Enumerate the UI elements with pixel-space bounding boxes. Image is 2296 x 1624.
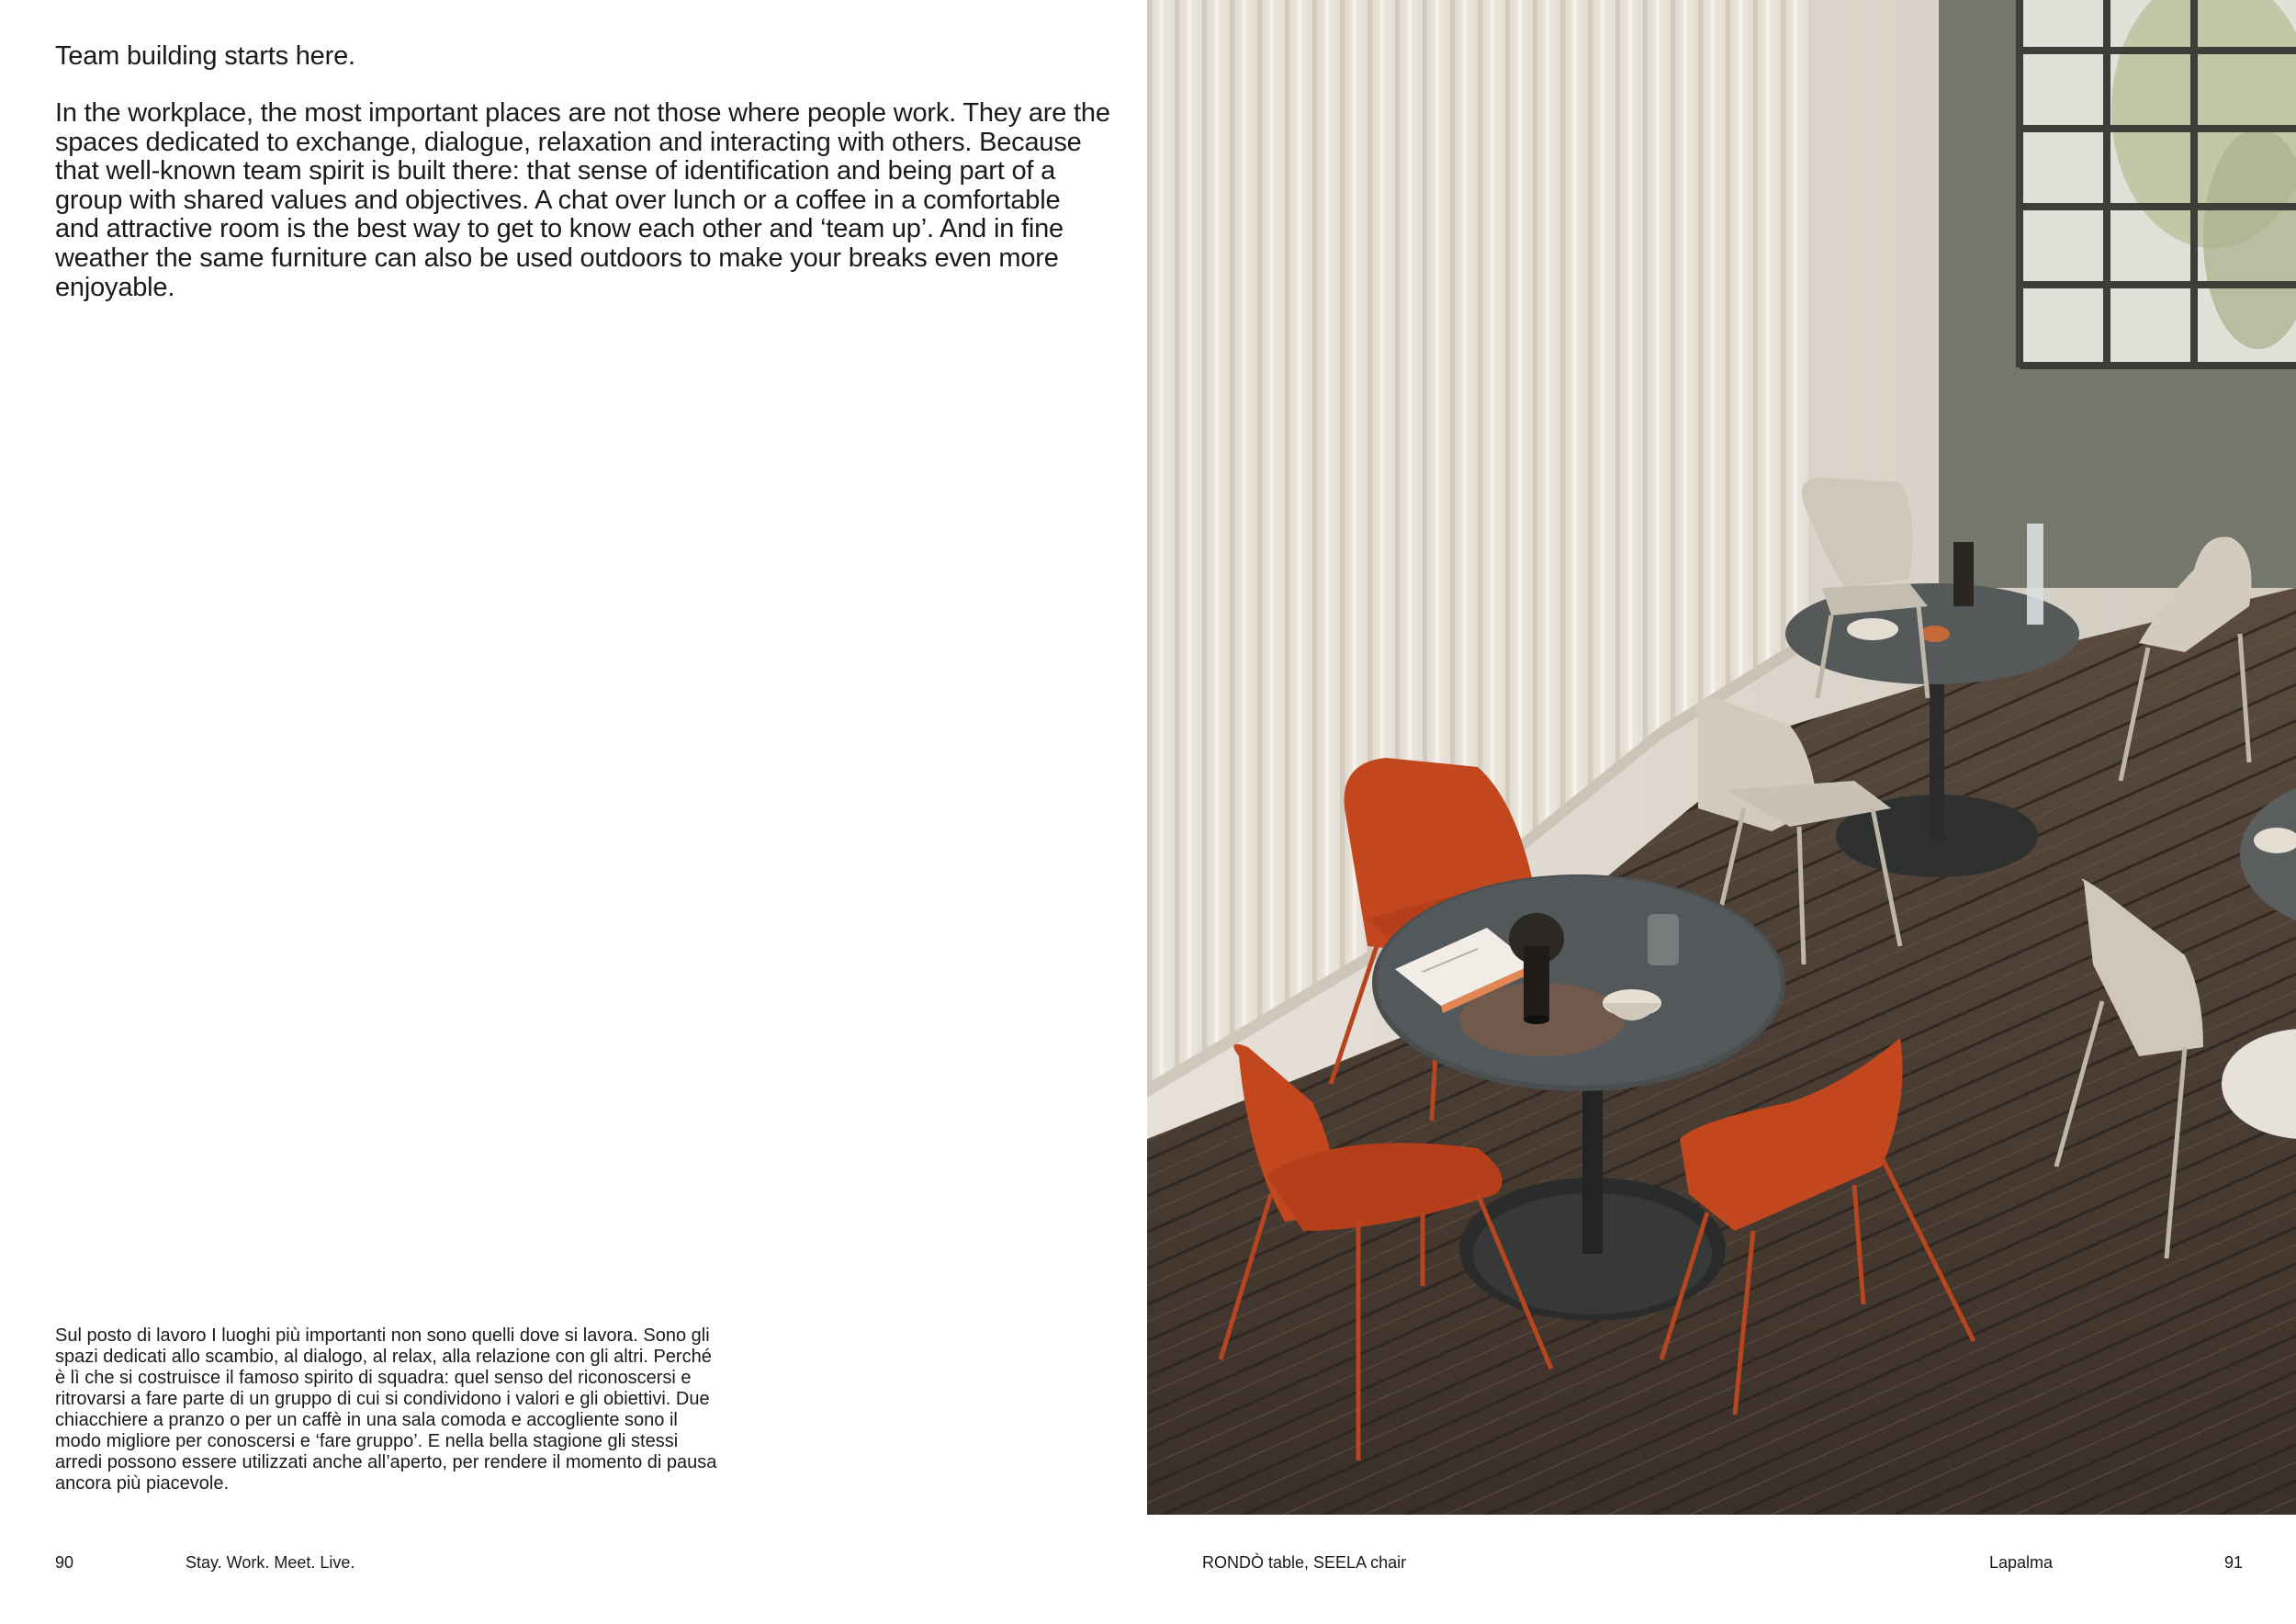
italian-paragraph: Sul posto di lavoro I luoghi più importanti non sono quelli dove si lavora. Sono gli spazi dedicati allo scambio, al dialogo, al relax, alla relazione con gli altri. Perché è lì che si costruisce il famoso spirito di squadra: quel senso del riconoscersi e ritrovarsi a fare parte di un gruppo di cui si condividono i valori e gli obiettivi. Due chiacchiere a pranzo o per un caffè in una sala comoda e accogliente sono il modo migliore per conoscersi e ‘fare gruppo’. E nella bella stagione gli stessi arredi possono essere utilizzati anche all’aperto, per rendere il momento di pausa ancora più piacevole. bbox=[55, 1325, 717, 1494]
page-number-left: 90 bbox=[55, 1553, 74, 1572]
page-number-right: 91 bbox=[2224, 1553, 2244, 1572]
left-page bbox=[0, 0, 1147, 1624]
product-photo bbox=[1147, 0, 2296, 1515]
brand-name: Lapalma bbox=[1989, 1553, 2054, 1572]
window bbox=[2020, 0, 2296, 367]
photo-illustration bbox=[1147, 0, 2296, 1515]
intro-paragraph: In the workplace, the most important places are not those where people work. They are the spaces dedicated to exchange, dialogue, relaxation and interacting with others. Because that well-known team spirit is built there: that sense of identification and being part of a group with shared values and objectives. A chat over lunch or a coffee in a comfortable and attractive room is the best way to get to know each other and ‘team up’. And in fine weather the same furniture can also be used outdoors to make your breaks even more enjoyable. bbox=[55, 98, 1110, 302]
page-heading: Team building starts here. bbox=[55, 41, 355, 71]
publication-title: Stay. Work. Meet. Live. bbox=[186, 1553, 355, 1572]
photo-caption: RONDÒ table, SEELA chair bbox=[1202, 1553, 1407, 1572]
